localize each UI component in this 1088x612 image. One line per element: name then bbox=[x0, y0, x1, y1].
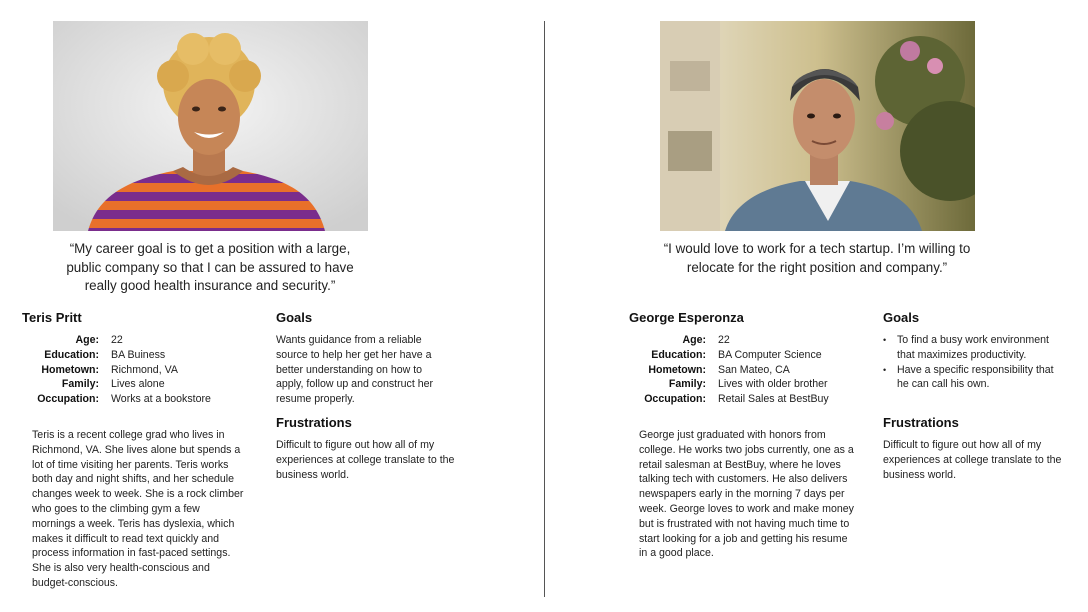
goals-text: Wants guidance from a reliable source to help her get her have a better understanding on how to apply, follow up and construct her resume properly. bbox=[276, 334, 434, 406]
detail-value: 22 bbox=[111, 334, 123, 346]
detail-label: Hometown: bbox=[648, 363, 706, 376]
detail-value: 22 bbox=[718, 334, 730, 346]
detail-label: Family: bbox=[61, 378, 99, 391]
goal-item: • Have a specific responsibility that he can call his own. bbox=[883, 363, 1068, 393]
detail-value: BA Buiness bbox=[111, 348, 166, 361]
persona-bio: Teris is a recent college grad who lives in Richmond, VA. She lives alone but spends a lot of time visiting her parents. Teris works both day and night shifts, and her schedule changes week to week. She is a rock climber who goes to the climbing gym a few mornings a week. Teris has dyslexia, which makes it difficult to read text quickly and process information in fast-paced settings. She is also very health-conscious and budget-conscious. bbox=[32, 429, 244, 589]
detail-label: Age: bbox=[75, 334, 99, 346]
detail-value: Works at a bookstore bbox=[111, 393, 211, 406]
detail-label: Occupation: bbox=[37, 393, 99, 406]
frustrations-heading: Frustrations bbox=[276, 415, 352, 430]
persona-quote: “I would love to work for a tech startup. I’m willing to relocate for the right position and company.” bbox=[663, 241, 971, 275]
detail-value: San Mateo, CA bbox=[718, 363, 790, 376]
frustrations-heading: Frustrations bbox=[883, 415, 959, 430]
goals-heading: Goals bbox=[276, 310, 313, 325]
persona-photo-teris bbox=[53, 21, 368, 231]
goal-item: • To find a busy work environment that maximizes productivity. bbox=[883, 333, 1068, 363]
detail-label: Family: bbox=[668, 378, 706, 391]
detail-label: Hometown: bbox=[41, 363, 99, 376]
goals-list bbox=[883, 333, 1068, 392]
frustrations-text: Difficult to figure out how all of my experiences at college translate to the business world. bbox=[276, 439, 455, 481]
goals-heading: Goals bbox=[883, 310, 920, 325]
frustrations-text: Difficult to figure out how all of my experiences at college translate to the business world. bbox=[883, 439, 1062, 481]
detail-value: Richmond, VA bbox=[111, 363, 178, 376]
detail-label: Age: bbox=[682, 334, 706, 346]
detail-label: Occupation: bbox=[644, 393, 706, 406]
detail-value: Lives alone bbox=[111, 378, 165, 391]
detail-value: Lives with older brother bbox=[718, 378, 828, 391]
persona-bio: George just graduated with honors from college. He works two jobs currently, one as a retail salesman at BestBuy, where he loves talking tech with customers. He also delivers newspapers early in the morning 7 days per week. George loves to work and make money but is frustrated with not having much time to start looking for a job and getting his resume in a good place. bbox=[639, 429, 854, 560]
column-divider bbox=[544, 21, 545, 597]
persona-quote: “My career goal is to get a position with a large, public company so that I can be assured to have really good health insurance and security.” bbox=[66, 241, 354, 293]
persona-details bbox=[629, 333, 829, 407]
detail-value: Retail Sales at BestBuy bbox=[718, 393, 829, 406]
persona-photo-george bbox=[660, 21, 975, 231]
detail-label: Education: bbox=[651, 348, 706, 361]
persona-details bbox=[22, 333, 211, 407]
detail-label: Education: bbox=[44, 348, 99, 361]
persona-name: George Esperonza bbox=[629, 310, 744, 325]
detail-value: BA Computer Science bbox=[718, 348, 822, 361]
persona-name: Teris Pritt bbox=[22, 310, 82, 325]
